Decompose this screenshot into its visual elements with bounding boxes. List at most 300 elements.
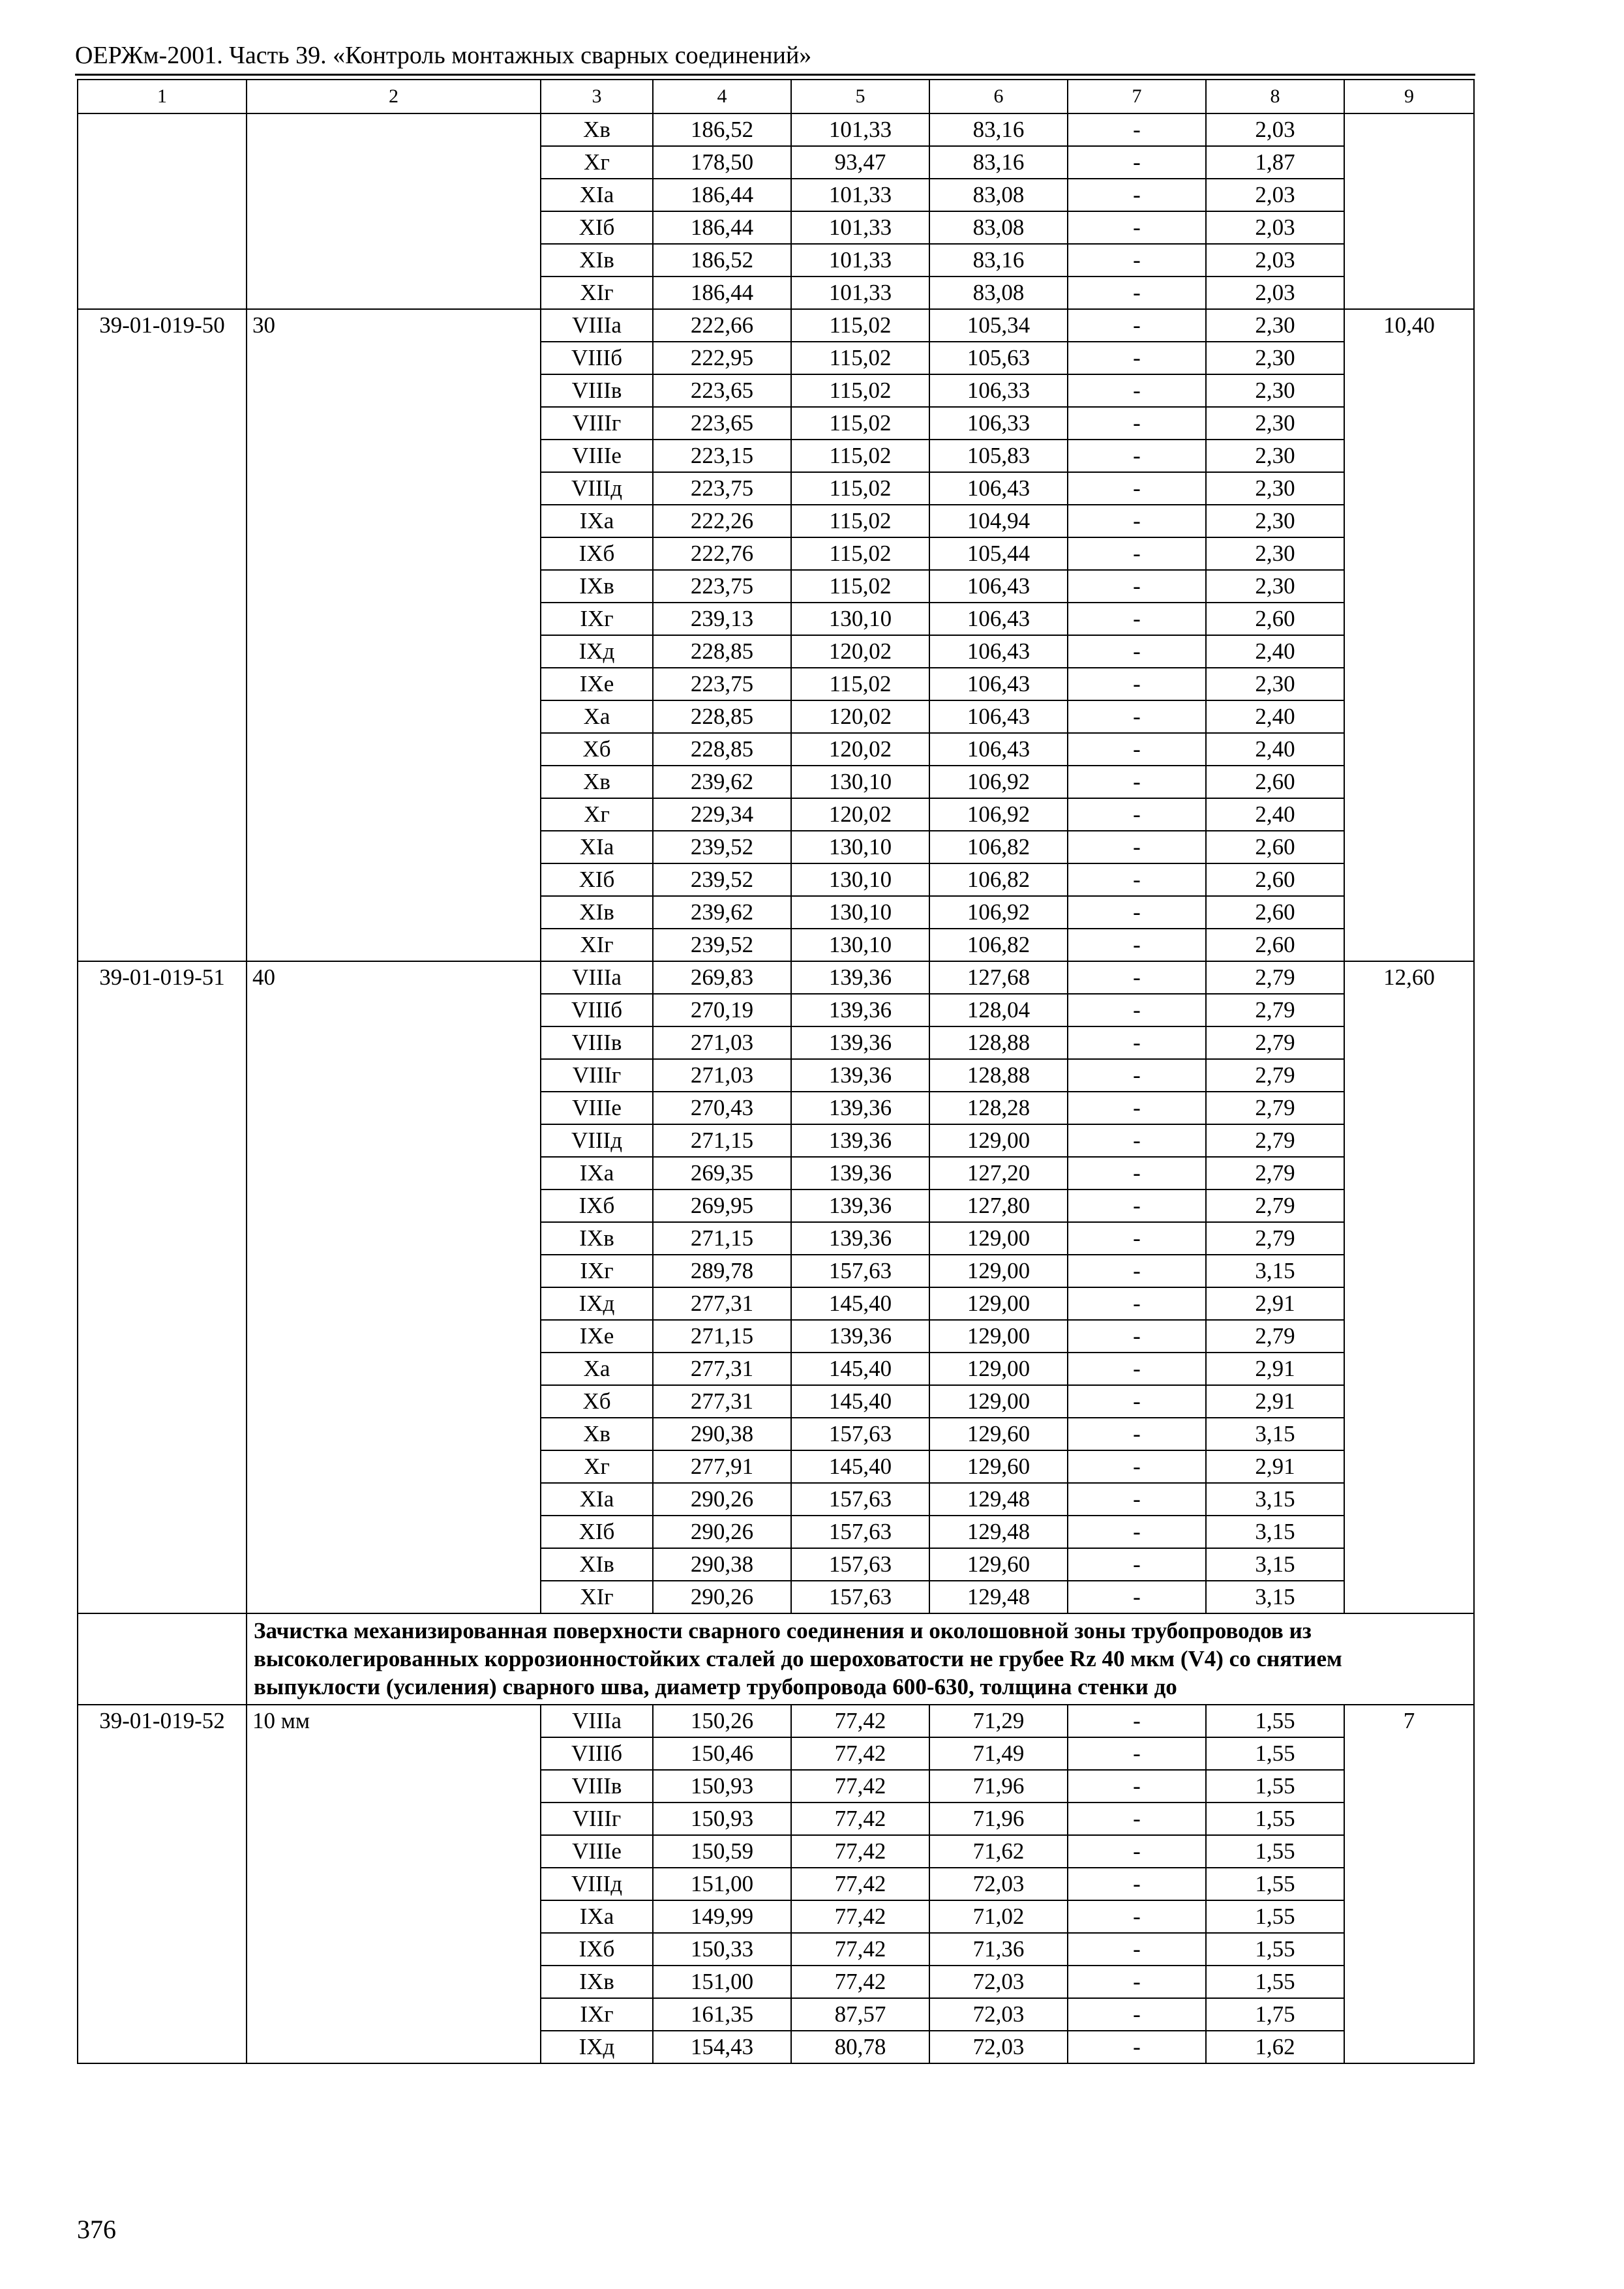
machines-cell: 83,08 (929, 179, 1068, 211)
driver-wages-cell: - (1068, 1516, 1206, 1548)
machines-cell: 129,00 (929, 1124, 1068, 1157)
driver-wages-cell: - (1068, 1320, 1206, 1353)
total-cost-cell: 222,66 (653, 309, 791, 342)
labor-cell: 2,60 (1206, 929, 1344, 961)
labor-cell: 2,30 (1206, 309, 1344, 342)
driver-wages-cell: - (1068, 1353, 1206, 1385)
labor-cell: 3,15 (1206, 1548, 1344, 1581)
wages-cell: 101,33 (791, 179, 929, 211)
zone-cell: VIIIг (541, 407, 653, 440)
wages-cell: 130,10 (791, 603, 929, 635)
labor-cell: 1,55 (1206, 1737, 1344, 1770)
page-number: 376 (77, 2215, 116, 2244)
machines-cell: 83,16 (929, 146, 1068, 179)
total-cost-cell: 271,15 (653, 1124, 791, 1157)
total-cost-cell: 228,85 (653, 700, 791, 733)
driver-wages-cell: - (1068, 472, 1206, 505)
total-cost-cell: 150,46 (653, 1737, 791, 1770)
zone-cell: IХв (541, 1966, 653, 1998)
wages-cell: 115,02 (791, 537, 929, 570)
driver-wages-cell: - (1068, 896, 1206, 929)
column-number: 3 (541, 80, 653, 113)
wages-cell: 115,02 (791, 407, 929, 440)
machines-cell: 106,33 (929, 407, 1068, 440)
column-number: 8 (1206, 80, 1344, 113)
driver-wages-cell: - (1068, 1705, 1206, 1737)
total-cost-cell: 239,52 (653, 863, 791, 896)
driver-wages-cell: - (1068, 1581, 1206, 1613)
wages-cell: 130,10 (791, 831, 929, 863)
wages-cell: 145,40 (791, 1353, 929, 1385)
labor-cell: 1,75 (1206, 1998, 1344, 2031)
labor-cell: 3,15 (1206, 1418, 1344, 1450)
total-cost-cell: 269,95 (653, 1189, 791, 1222)
wages-cell: 120,02 (791, 635, 929, 668)
driver-wages-cell: - (1068, 1255, 1206, 1287)
section-note: Зачистка механизированная поверхности сварного соединения и околошовной зоны трубопроводов из высоколегированных коррозионностойких сталей до шероховатости не грубее Rz 40 мкм (V4) со снятием выпуклости (усиления) сварного шва, диаметр трубопровода 600-630, толщина стенки до (247, 1613, 1474, 1705)
total-cost-cell: 223,75 (653, 570, 791, 603)
wages-cell: 157,63 (791, 1483, 929, 1516)
labor-cell: 2,79 (1206, 994, 1344, 1026)
zone-cell: VIIIг (541, 1059, 653, 1092)
zone-cell: Ха (541, 1353, 653, 1385)
total-cost-cell: 222,76 (653, 537, 791, 570)
zone-cell: IХв (541, 1222, 653, 1255)
total-cost-cell: 228,85 (653, 733, 791, 766)
zone-cell: VIIIа (541, 309, 653, 342)
driver-wages-cell: - (1068, 342, 1206, 374)
machines-cell: 72,03 (929, 1966, 1068, 1998)
driver-wages-cell: - (1068, 2031, 1206, 2063)
wages-cell: 139,36 (791, 1222, 929, 1255)
driver-wages-cell: - (1068, 244, 1206, 277)
zone-cell: ХIв (541, 896, 653, 929)
total-cost-cell: 239,52 (653, 831, 791, 863)
driver-wages-cell: - (1068, 733, 1206, 766)
total-cost-cell: 290,26 (653, 1581, 791, 1613)
driver-wages-cell: - (1068, 277, 1206, 309)
labor-cell: 3,15 (1206, 1483, 1344, 1516)
driver-wages-cell: - (1068, 1124, 1206, 1157)
labor-cell: 2,03 (1206, 179, 1344, 211)
machines-cell: 105,34 (929, 309, 1068, 342)
total-cost-cell: 271,03 (653, 1059, 791, 1092)
machines-cell: 129,60 (929, 1548, 1068, 1581)
zone-cell: VIIIв (541, 374, 653, 407)
machines-cell: 129,00 (929, 1320, 1068, 1353)
total-cost-cell: 222,95 (653, 342, 791, 374)
machines-cell: 127,20 (929, 1157, 1068, 1189)
machines-cell: 129,60 (929, 1450, 1068, 1483)
zone-cell: ХIг (541, 1581, 653, 1613)
labor-cell: 2,91 (1206, 1353, 1344, 1385)
wages-cell: 101,33 (791, 113, 929, 146)
labor-hours-cell: 7 (1344, 1705, 1474, 2063)
labor-cell: 2,40 (1206, 700, 1344, 733)
total-cost-cell: 269,35 (653, 1157, 791, 1189)
driver-wages-cell: - (1068, 1157, 1206, 1189)
labor-cell: 2,30 (1206, 570, 1344, 603)
zone-cell: IХа (541, 505, 653, 537)
wages-cell: 115,02 (791, 309, 929, 342)
total-cost-cell: 228,85 (653, 635, 791, 668)
machines-cell: 106,43 (929, 668, 1068, 700)
machines-cell: 106,82 (929, 831, 1068, 863)
driver-wages-cell: - (1068, 537, 1206, 570)
machines-cell: 106,43 (929, 472, 1068, 505)
driver-wages-cell: - (1068, 1450, 1206, 1483)
labor-cell: 2,03 (1206, 211, 1344, 244)
total-cost-cell: 290,38 (653, 1548, 791, 1581)
total-cost-cell: 229,34 (653, 798, 791, 831)
machines-cell: 106,43 (929, 700, 1068, 733)
wages-cell: 101,33 (791, 244, 929, 277)
column-number: 1 (78, 80, 247, 113)
total-cost-cell: 150,59 (653, 1835, 791, 1868)
driver-wages-cell: - (1068, 700, 1206, 733)
machines-cell: 106,82 (929, 929, 1068, 961)
wages-cell: 120,02 (791, 798, 929, 831)
total-cost-cell: 186,44 (653, 179, 791, 211)
total-cost-cell: 223,75 (653, 668, 791, 700)
driver-wages-cell: - (1068, 831, 1206, 863)
machines-cell: 128,28 (929, 1092, 1068, 1124)
machines-cell: 105,44 (929, 537, 1068, 570)
machines-cell: 106,82 (929, 863, 1068, 896)
machines-cell: 72,03 (929, 1998, 1068, 2031)
machines-cell: 106,92 (929, 798, 1068, 831)
labor-cell: 2,30 (1206, 505, 1344, 537)
zone-cell: ХIг (541, 277, 653, 309)
total-cost-cell: 223,75 (653, 472, 791, 505)
total-cost-cell: 151,00 (653, 1868, 791, 1900)
wages-cell: 139,36 (791, 1124, 929, 1157)
machines-cell: 71,62 (929, 1835, 1068, 1868)
driver-wages-cell: - (1068, 1483, 1206, 1516)
rate-code (78, 113, 247, 309)
zone-cell: VIIIд (541, 1124, 653, 1157)
total-cost-cell: 270,19 (653, 994, 791, 1026)
table-row (78, 309, 1474, 342)
header-rule (75, 74, 1475, 76)
rate-code: 39-01-019-52 (78, 1705, 247, 2063)
zone-cell: IХб (541, 1189, 653, 1222)
driver-wages-cell: - (1068, 929, 1206, 961)
wages-cell: 130,10 (791, 766, 929, 798)
rate-code: 39-01-019-50 (78, 309, 247, 961)
total-cost-cell: 186,52 (653, 113, 791, 146)
total-cost-cell: 151,00 (653, 1966, 791, 1998)
driver-wages-cell: - (1068, 1092, 1206, 1124)
total-cost-cell: 186,44 (653, 211, 791, 244)
zone-cell: ХIа (541, 831, 653, 863)
driver-wages-cell: - (1068, 146, 1206, 179)
labor-cell: 2,79 (1206, 1124, 1344, 1157)
wages-cell: 130,10 (791, 896, 929, 929)
total-cost-cell: 150,33 (653, 1933, 791, 1966)
machines-cell: 129,00 (929, 1353, 1068, 1385)
driver-wages-cell: - (1068, 1189, 1206, 1222)
labor-cell: 1,55 (1206, 1835, 1344, 1868)
machines-cell: 71,29 (929, 1705, 1068, 1737)
zone-cell: VIIIа (541, 1705, 653, 1737)
zone-cell: IХб (541, 1933, 653, 1966)
wages-cell: 77,42 (791, 1803, 929, 1835)
zone-cell: Хг (541, 146, 653, 179)
wages-cell: 157,63 (791, 1418, 929, 1450)
wages-cell: 120,02 (791, 733, 929, 766)
driver-wages-cell: - (1068, 1900, 1206, 1933)
zone-cell: ХIа (541, 1483, 653, 1516)
total-cost-cell: 270,43 (653, 1092, 791, 1124)
total-cost-cell: 222,26 (653, 505, 791, 537)
labor-cell: 2,79 (1206, 1026, 1344, 1059)
wages-cell: 115,02 (791, 668, 929, 700)
labor-cell: 2,60 (1206, 603, 1344, 635)
driver-wages-cell: - (1068, 798, 1206, 831)
zone-cell: VIIIб (541, 994, 653, 1026)
total-cost-cell: 223,15 (653, 440, 791, 472)
labor-cell: 2,40 (1206, 798, 1344, 831)
column-number: 2 (247, 80, 541, 113)
machines-cell: 129,48 (929, 1516, 1068, 1548)
labor-cell: 3,15 (1206, 1581, 1344, 1613)
machines-cell: 106,43 (929, 603, 1068, 635)
machines-cell: 129,00 (929, 1287, 1068, 1320)
labor-cell: 1,62 (1206, 2031, 1344, 2063)
wages-cell: 77,42 (791, 1900, 929, 1933)
driver-wages-cell: - (1068, 1026, 1206, 1059)
wages-cell: 157,63 (791, 1255, 929, 1287)
wages-cell: 115,02 (791, 342, 929, 374)
driver-wages-cell: - (1068, 994, 1206, 1026)
rate-name (247, 113, 541, 309)
labor-hours-cell: 12,60 (1344, 961, 1474, 1613)
labor-cell: 2,79 (1206, 1092, 1344, 1124)
zone-cell: ХIа (541, 179, 653, 211)
column-number: 6 (929, 80, 1068, 113)
driver-wages-cell: - (1068, 1548, 1206, 1581)
total-cost-cell: 289,78 (653, 1255, 791, 1287)
zone-cell: Хв (541, 113, 653, 146)
wages-cell: 77,42 (791, 1737, 929, 1770)
wages-cell: 80,78 (791, 2031, 929, 2063)
machines-cell: 127,80 (929, 1189, 1068, 1222)
zone-cell: ХIб (541, 863, 653, 896)
labor-cell: 2,91 (1206, 1287, 1344, 1320)
column-number: 5 (791, 80, 929, 113)
labor-cell: 1,55 (1206, 1868, 1344, 1900)
wages-cell: 145,40 (791, 1385, 929, 1418)
labor-cell: 1,87 (1206, 146, 1344, 179)
zone-cell: VIIIд (541, 1868, 653, 1900)
wages-cell: 130,10 (791, 863, 929, 896)
wages-cell: 139,36 (791, 1026, 929, 1059)
labor-cell: 2,30 (1206, 440, 1344, 472)
driver-wages-cell: - (1068, 961, 1206, 994)
machines-cell: 129,00 (929, 1255, 1068, 1287)
labor-cell: 2,79 (1206, 1222, 1344, 1255)
total-cost-cell: 290,26 (653, 1483, 791, 1516)
zone-cell: IХв (541, 570, 653, 603)
machines-cell: 127,68 (929, 961, 1068, 994)
labor-cell: 2,79 (1206, 1157, 1344, 1189)
total-cost-cell: 290,38 (653, 1418, 791, 1450)
zone-cell: Хв (541, 766, 653, 798)
wages-cell: 157,63 (791, 1581, 929, 1613)
machines-cell: 83,16 (929, 244, 1068, 277)
labor-cell: 2,60 (1206, 896, 1344, 929)
zone-cell: ХIб (541, 1516, 653, 1548)
wages-cell: 87,57 (791, 1998, 929, 2031)
driver-wages-cell: - (1068, 1966, 1206, 1998)
zone-cell: IХд (541, 635, 653, 668)
wages-cell: 139,36 (791, 1189, 929, 1222)
labor-cell: 2,30 (1206, 407, 1344, 440)
labor-cell: 1,55 (1206, 1705, 1344, 1737)
wages-cell: 77,42 (791, 1770, 929, 1803)
machines-cell: 105,63 (929, 342, 1068, 374)
zone-cell: ХIг (541, 929, 653, 961)
wages-cell: 145,40 (791, 1287, 929, 1320)
total-cost-cell: 223,65 (653, 374, 791, 407)
machines-cell: 71,49 (929, 1737, 1068, 1770)
zone-cell: Хб (541, 1385, 653, 1418)
column-number: 7 (1068, 80, 1206, 113)
labor-cell: 2,30 (1206, 472, 1344, 505)
zone-cell: VIIIб (541, 342, 653, 374)
wages-cell: 139,36 (791, 1092, 929, 1124)
wages-cell: 139,36 (791, 1157, 929, 1189)
labor-cell: 1,55 (1206, 1933, 1344, 1966)
wages-cell: 101,33 (791, 211, 929, 244)
wages-cell: 120,02 (791, 700, 929, 733)
section-note-spacer (78, 1613, 247, 1705)
total-cost-cell: 239,62 (653, 896, 791, 929)
driver-wages-cell: - (1068, 179, 1206, 211)
total-cost-cell: 178,50 (653, 146, 791, 179)
page-header: ОЕРЖм-2001. Часть 39. «Контроль монтажных сварных соединений» (75, 42, 812, 69)
zone-cell: IХд (541, 1287, 653, 1320)
labor-cell: 2,40 (1206, 635, 1344, 668)
zone-cell: VIIIв (541, 1026, 653, 1059)
machines-cell: 129,48 (929, 1483, 1068, 1516)
table-row (78, 1705, 1474, 1737)
labor-cell: 2,03 (1206, 244, 1344, 277)
rates-table (77, 79, 1475, 2064)
machines-cell: 105,83 (929, 440, 1068, 472)
labor-cell: 2,91 (1206, 1450, 1344, 1483)
wages-cell: 139,36 (791, 994, 929, 1026)
driver-wages-cell: - (1068, 309, 1206, 342)
driver-wages-cell: - (1068, 1418, 1206, 1450)
labor-cell: 2,60 (1206, 766, 1344, 798)
labor-cell: 1,55 (1206, 1966, 1344, 1998)
zone-cell: VIIIа (541, 961, 653, 994)
zone-cell: Хг (541, 798, 653, 831)
labor-cell: 2,60 (1206, 863, 1344, 896)
labor-cell: 1,55 (1206, 1770, 1344, 1803)
machines-cell: 71,96 (929, 1770, 1068, 1803)
machines-cell: 129,00 (929, 1222, 1068, 1255)
zone-cell: VIIIб (541, 1737, 653, 1770)
machines-cell: 83,16 (929, 113, 1068, 146)
zone-cell: IХа (541, 1900, 653, 1933)
zone-cell: IХе (541, 1320, 653, 1353)
machines-cell: 71,96 (929, 1803, 1068, 1835)
driver-wages-cell: - (1068, 668, 1206, 700)
rate-code: 39-01-019-51 (78, 961, 247, 1613)
wages-cell: 157,63 (791, 1548, 929, 1581)
machines-cell: 106,92 (929, 896, 1068, 929)
labor-cell: 2,79 (1206, 961, 1344, 994)
labor-cell: 3,15 (1206, 1516, 1344, 1548)
zone-cell: IХг (541, 1998, 653, 2031)
zone-cell: Хг (541, 1450, 653, 1483)
total-cost-cell: 239,13 (653, 603, 791, 635)
total-cost-cell: 271,03 (653, 1026, 791, 1059)
labor-cell: 2,60 (1206, 831, 1344, 863)
machines-cell: 71,36 (929, 1933, 1068, 1966)
machines-cell: 128,88 (929, 1026, 1068, 1059)
zone-cell: VIIIе (541, 1835, 653, 1868)
zone-cell: IХа (541, 1157, 653, 1189)
zone-cell: VIIIе (541, 440, 653, 472)
zone-cell: IХг (541, 1255, 653, 1287)
section-note-row (78, 1613, 1474, 1705)
total-cost-cell: 223,65 (653, 407, 791, 440)
total-cost-cell: 239,52 (653, 929, 791, 961)
driver-wages-cell: - (1068, 1770, 1206, 1803)
machines-cell: 72,03 (929, 1868, 1068, 1900)
wages-cell: 77,42 (791, 1966, 929, 1998)
wages-cell: 139,36 (791, 1320, 929, 1353)
table-row (78, 961, 1474, 994)
labor-cell: 2,30 (1206, 537, 1344, 570)
machines-cell: 106,43 (929, 733, 1068, 766)
driver-wages-cell: - (1068, 440, 1206, 472)
column-number: 9 (1344, 80, 1474, 113)
labor-cell: 2,30 (1206, 668, 1344, 700)
driver-wages-cell: - (1068, 1737, 1206, 1770)
zone-cell: ХIб (541, 211, 653, 244)
total-cost-cell: 271,15 (653, 1222, 791, 1255)
wages-cell: 115,02 (791, 570, 929, 603)
labor-cell: 2,03 (1206, 113, 1344, 146)
machines-cell: 129,48 (929, 1581, 1068, 1613)
machines-cell: 106,43 (929, 635, 1068, 668)
driver-wages-cell: - (1068, 505, 1206, 537)
driver-wages-cell: - (1068, 374, 1206, 407)
machines-cell: 129,00 (929, 1385, 1068, 1418)
total-cost-cell: 150,93 (653, 1803, 791, 1835)
driver-wages-cell: - (1068, 1385, 1206, 1418)
machines-cell: 83,08 (929, 277, 1068, 309)
labor-hours-cell: 10,40 (1344, 309, 1474, 961)
column-number-row (78, 80, 1474, 113)
driver-wages-cell: - (1068, 1933, 1206, 1966)
labor-cell: 2,79 (1206, 1320, 1344, 1353)
labor-cell: 2,79 (1206, 1189, 1344, 1222)
zone-cell: VIIIв (541, 1770, 653, 1803)
zone-cell: IХг (541, 603, 653, 635)
total-cost-cell: 149,99 (653, 1900, 791, 1933)
zone-cell: VIIIе (541, 1092, 653, 1124)
labor-cell: 2,03 (1206, 277, 1344, 309)
total-cost-cell: 277,31 (653, 1385, 791, 1418)
zone-cell: Хб (541, 733, 653, 766)
zone-cell: IХе (541, 668, 653, 700)
